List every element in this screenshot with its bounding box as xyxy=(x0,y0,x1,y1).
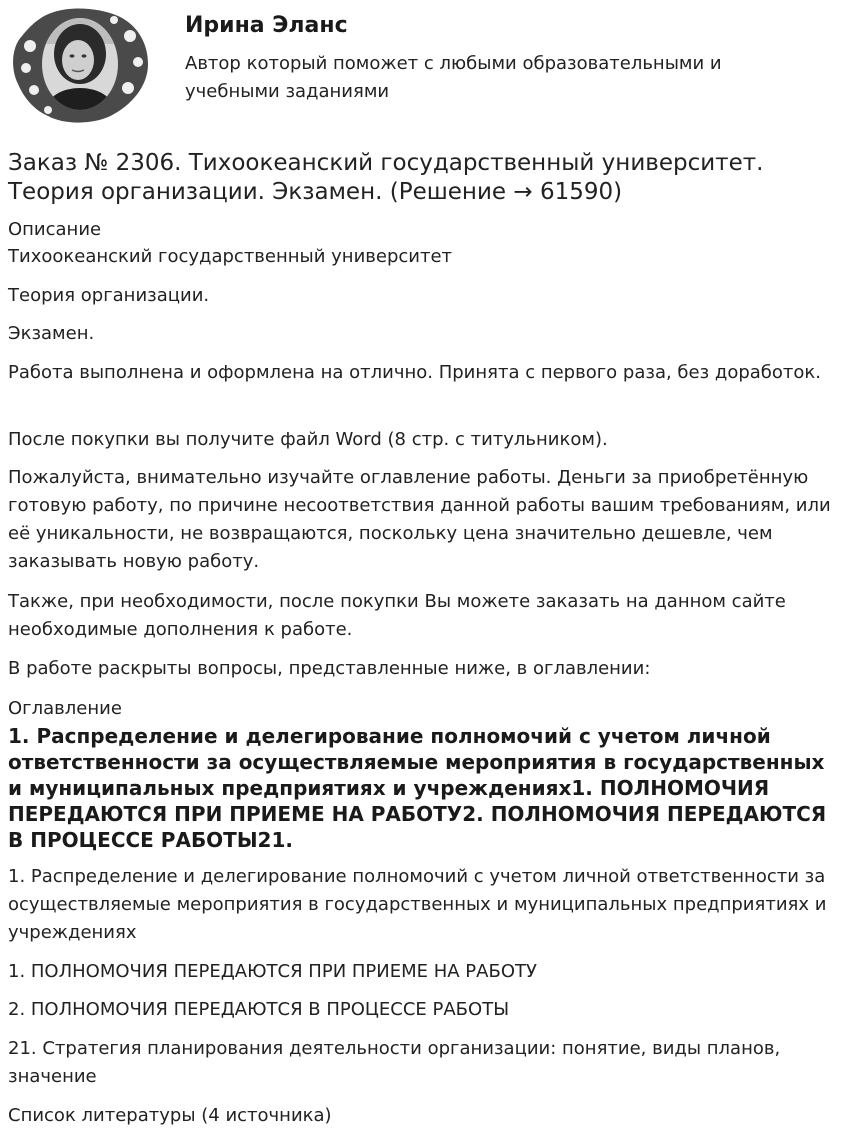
description-paragraph-2: После покупки вы получите файл Word (8 стр. с титульником). xyxy=(8,429,608,450)
toc-item-2: 1. ПОЛНОМОЧИЯ ПЕРЕДАЮТСЯ ПРИ ПРИЕМЕ НА РАБОТУ xyxy=(8,961,537,982)
toc-item-4: 21. Стратегия планирования деятельности организации: понятие, виды планов, значение xyxy=(8,1038,781,1087)
toc-heading: 1. Распределение и делегирование полномочий с учетом личной ответственности за осуществляемые мероприятия в государственных и муниципальных предприятиях и учреждениях1. ПОЛНОМОЧИЯ ПЕРЕДАЮТСЯ ПРИ ПРИЕМЕ НА РАБОТУ2. ПОЛНОМОЧИЯ ПЕРЕДАЮТСЯ В ПРОЦЕССЕ РАБОТЫ21. xyxy=(8,724,827,852)
description-type: Экзамен. xyxy=(8,323,95,344)
toc-label: Оглавление xyxy=(8,698,122,719)
author-avatar[interactable] xyxy=(8,6,152,126)
author-header xyxy=(8,6,838,126)
toc-item-1: 1. Распределение и делегирование полномочий с учетом личной ответственности за осуществляемые мероприятия в государственных и муниципальных предприятиях и учреждениях xyxy=(8,866,827,943)
description-paragraph-4: Также, при необходимости, после покупки Вы можете заказать на данном сайте необходимые дополнения к работе. xyxy=(8,591,786,640)
author-name[interactable]: Ирина Эланс xyxy=(185,13,348,38)
description-label: Описание xyxy=(8,219,102,240)
description-paragraph-3: Пожалуйста, внимательно изучайте оглавление работы. Деньги за приобретённую готовую работу, по причине несоответствия данной работы вашим требованиям, или её уникальности, не возвращаются, поскольку цена значительно дешевле, чем заказывать новую работу. xyxy=(8,467,831,572)
toc-item-5: Список литературы (4 источника) xyxy=(8,1105,332,1126)
description-paragraph-5: В работе раскрыты вопросы, представленные ниже, в оглавлении: xyxy=(8,658,651,679)
description-paragraph-1: Работа выполнена и оформлена на отлично. Принята с первого раза, без доработок. xyxy=(8,362,822,383)
description-university: Тихоокеанский государственный университет xyxy=(8,246,453,267)
toc-item-3: 2. ПОЛНОМОЧИЯ ПЕРЕДАЮТСЯ В ПРОЦЕССЕ РАБОТЫ xyxy=(8,999,510,1020)
order-title: Заказ № 2306. Тихоокеанский государственный университет. Теория организации. Экзамен. (Решение → 61590) xyxy=(8,150,764,205)
description-subject: Теория организации. xyxy=(8,285,210,306)
author-description: Автор который поможет с любыми образовательными и учебными заданиями xyxy=(185,53,722,102)
